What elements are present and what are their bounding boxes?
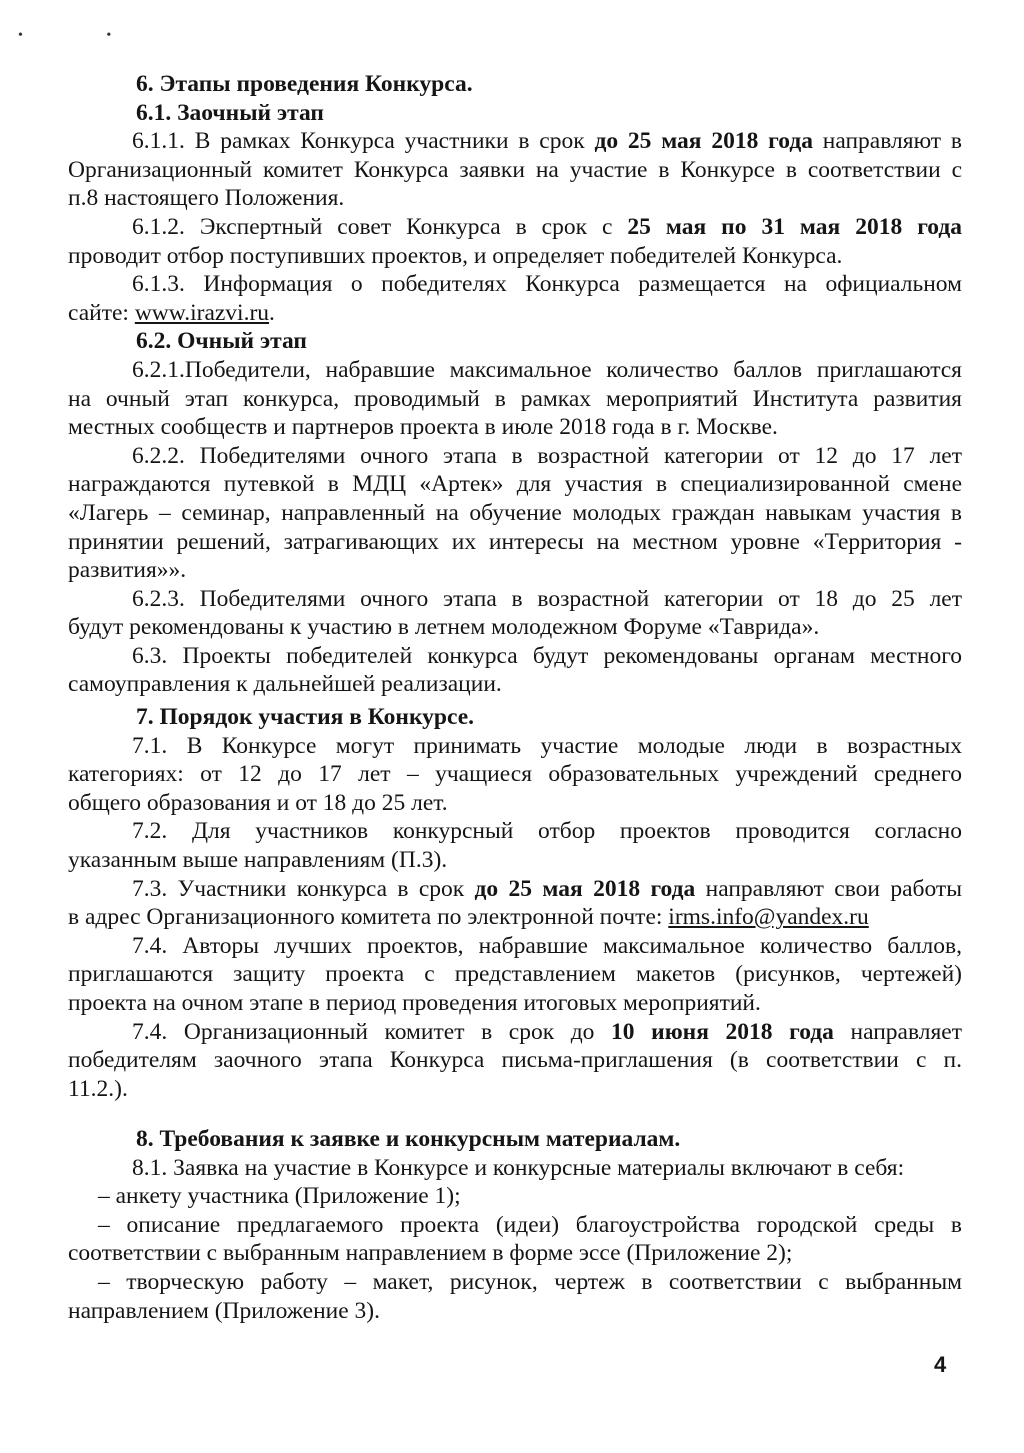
website-link[interactable]: www.irazvi.ru <box>134 299 270 326</box>
paragraph-6-2-2-line-4: принятии решений, затрагивающих их интересы на местном уровне «Территория - <box>68 528 962 555</box>
paragraph-7-3-line-1: 7.3. Участники конкурса в срок до 25 мая 2018 года направляют свои работы <box>132 875 962 902</box>
email-link[interactable]: irms.info@yandex.ru <box>668 904 869 931</box>
paragraph-7-4b-line-3: 11.2.). <box>68 1075 128 1102</box>
paragraph-6-2-2-line-5: развития»». <box>68 557 187 584</box>
paragraph-7-1-line-3: общего образования и от 18 до 25 лет. <box>68 789 448 816</box>
paragraph-7-2-line-2: указанным выше направлениям (П.3). <box>68 846 448 873</box>
paragraph-6-2-3-line-2: будут рекомендованы к участию в летнем молодежном Форуме «Таврида». <box>68 614 820 641</box>
paragraph-6-1-3-line-2: сайте: www.irazvi.ru. <box>68 299 275 326</box>
subsection-6-1-heading: 6.1. Заочный этап <box>136 99 324 126</box>
paragraph-6-2-3-line-1: 6.2.3. Победителями очного этапа в возрастной категории от 18 до 25 лет <box>132 585 962 612</box>
paragraph-6-1-3-line-1: 6.1.3. Информация о победителях Конкурса размещается на официальном <box>132 271 962 298</box>
list-item-2-line-1: – описание предлагаемого проекта (идеи) благоустройства городской среды в <box>98 1211 962 1238</box>
paragraph-7-4-line-1: 7.4. Авторы лучших проектов, набравшие максимальное количество баллов, <box>132 932 962 959</box>
paragraph-6-1-1-line-3: п.8 настоящего Положения. <box>68 185 345 212</box>
paragraph-7-2-line-1: 7.2. Для участников конкурсный отбор проектов проводится согласно <box>132 818 962 845</box>
paragraph-7-4b-line-1: 7.4. Организационный комитет в срок до 10 июня 2018 года направляет <box>132 1018 962 1045</box>
deadline-bold: до 25 мая 2018 года <box>594 128 813 155</box>
paragraph-7-4-line-3: проекта на очном этапе в период проведения итоговых мероприятий. <box>68 989 761 1016</box>
list-item-2-line-2: соответствии с выбранным направлением в форме эссе (Приложение 2); <box>68 1240 793 1267</box>
paragraph-6-3-line-1: 6.3. Проекты победителей конкурса будут рекомендованы органам местного <box>132 642 962 669</box>
paragraph-6-1-2-line-2: проводит отбор поступивших проектов, и определяет победителей Конкурса. <box>68 242 843 269</box>
period-bold: 25 мая по 31 мая 2018 года <box>627 213 962 240</box>
paragraph-6-2-1-line-3: местных сообществ и партнеров проекта в июле 2018 года в г. Москве. <box>68 414 778 441</box>
paragraph-8-1: 8.1. Заявка на участие в Конкурсе и конкурсные материалы включают в себя: <box>132 1154 905 1181</box>
list-item-3-line-1: – творческую работу – макет, рисунок, чертеж в соответствии с выбранным <box>98 1268 962 1295</box>
scan-marks: • • <box>18 28 152 43</box>
section-7-heading: 7. Порядок участия в Конкурсе. <box>136 704 474 730</box>
paragraph-6-2-2-line-3: «Лагерь – семинар, направленный на обучение молодых граждан навыкам участия в <box>68 499 962 526</box>
section-6 <box>68 70 962 699</box>
paragraph-7-3-line-2: в адрес Организационного комитета по электронной почте: irms.info@yandex.ru <box>68 904 869 931</box>
paragraph-6-1-2-line-1: 6.1.2. Экспертный совет Конкурса в срок с 25 мая по 31 мая 2018 года <box>132 213 962 240</box>
paragraph-6-2-2-line-2: награждаются путевкой в МДЦ «Артек» для участия в специализированной смене <box>68 471 962 498</box>
section-8-heading: 8. Требования к заявке и конкурсным материалам. <box>136 1126 681 1152</box>
deadline-bold: до 25 мая 2018 года <box>474 875 696 902</box>
paragraph-7-4b-line-2: победителям заочного этапа Конкурса письма-приглашения (в соответствии с п. <box>68 1047 962 1074</box>
paragraph-7-1-line-2: категориях: от 12 до 17 лет – учащиеся образовательных учреждений среднего <box>68 761 962 788</box>
paragraph-6-1-1-line-2: Организационный комитет Конкурса заявки на участие в Конкурсе в соответствии с <box>68 156 962 183</box>
list-item-3-line-2: направлением (Приложение 3). <box>68 1297 381 1324</box>
deadline-bold: 10 июня 2018 года <box>611 1018 834 1045</box>
list-item-1: – анкету участника (Приложение 1); <box>98 1183 461 1210</box>
subsection-6-2-heading: 6.2. Очный этап <box>136 328 307 355</box>
paragraph-6-3-line-2: самоуправления к дальнейшей реализации. <box>68 671 502 698</box>
section-7 <box>68 703 962 1103</box>
paragraph-6-2-1-line-2: на очный этап конкурса, проводимый в рамках мероприятий Института развития <box>68 385 962 412</box>
paragraph-6-2-1-line-1: 6.2.1.Победители, набравшие максимальное количество баллов приглашаются <box>132 356 962 383</box>
paragraph-6-1-1-line-1: 6.1.1. В рамках Конкурса участники в срок до 25 мая 2018 года направляют в <box>132 128 962 155</box>
paragraph-7-1-line-1: 7.1. В Конкурсе могут принимать участие молодые люди в возрастных <box>132 732 962 759</box>
paragraph-6-2-2-line-1: 6.2.2. Победителями очного этапа в возрастной категории от 12 до 17 лет <box>132 442 962 469</box>
section-6-heading: 6. Этапы проведения Конкурса. <box>136 71 473 97</box>
section-8 <box>68 1125 962 1325</box>
paragraph-7-4-line-2: приглашаются защиту проекта с представлением макетов (рисунков, чертежей) <box>68 961 962 988</box>
page-number: 4 <box>934 1352 947 1377</box>
